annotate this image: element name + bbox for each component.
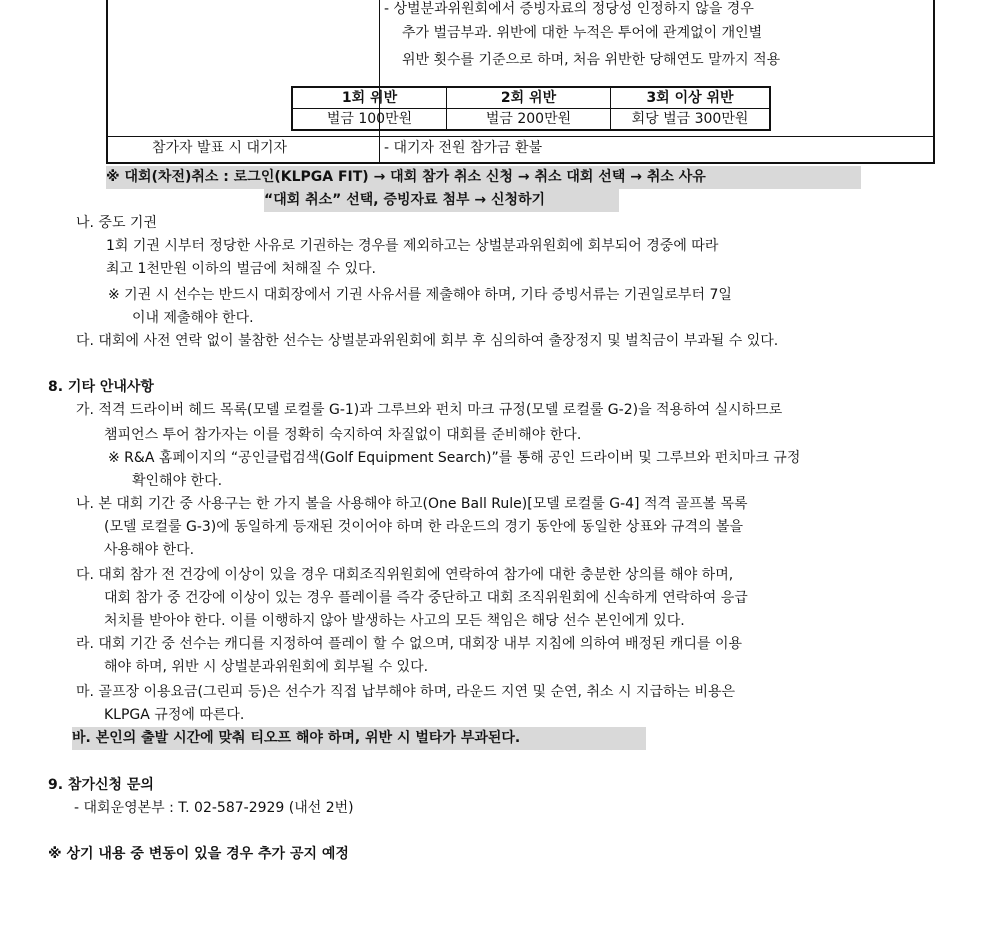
cancel-note-line2: “대회 취소” 선택, 증빙자료 첨부 → 신청하기 [264, 189, 619, 212]
section8-item: 처치를 받아야 한다. 이를 이행하지 않아 발생하는 사고의 모든 책임은 해당 선수 본인에게 있다. [104, 613, 685, 629]
fine-table-value-row [292, 109, 770, 131]
section9-contact: - 대회운영본부 : T. 02-587-2929 (내선 2번) [74, 800, 354, 816]
section8-item: 해야 하며, 위반 시 상벌분과위원회에 회부될 수 있다. [104, 659, 429, 675]
fine-header: 2회 위반 [447, 87, 611, 109]
table-cell-text: 추가 벌금부과. 위반에 대한 누적은 투어에 관계없이 개인별 [402, 25, 763, 41]
section8-item: 라. 대회 기간 중 선수는 캐디를 지정하여 플레이 할 수 없으며, 대회장 내부 지침에 의하여 배정된 캐디를 이용 [76, 636, 743, 652]
section8-item: 가. 적격 드라이버 헤드 목록(모델 로컬룰 G-1)과 그루브와 펀치 마크 규정(모델 로컬룰 G-2)을 적용하여 실시하므로 [76, 402, 783, 418]
section-na-body: 1회 기권 시부터 정당한 사유로 기권하는 경우를 제외하고는 상벌분과위원회에 회부되어 경중에 따라 [106, 238, 719, 254]
section8-item: 마. 골프장 이용요금(그린피 등)은 선수가 직접 납부해야 하며, 라운드 지연 및 순연, 취소 시 지급하는 비용은 [76, 684, 736, 700]
section9-title: 9. 참가신청 문의 [48, 777, 154, 793]
rules-table [106, 0, 935, 164]
fine-header: 3회 이상 위반 [611, 87, 771, 109]
table-cell-text: 위반 횟수를 기준으로 하며, 처음 위반한 당해연도 말까지 적용 [402, 52, 781, 68]
section-na-note: ※ 기권 시 선수는 반드시 대회장에서 기권 사유서를 제출해야 하며, 기타 증빙서류는 기권일로부터 7일 [108, 287, 732, 303]
table-cell-text: - 대기자 전원 참가금 환불 [384, 140, 543, 156]
section8-note: ※ R&A 홈페이지의 “공인클럽검색(Golf Equipment Search)”를 통해 공인 드라이버 및 그루브와 펀치마크 규정 [108, 450, 801, 466]
section-na-note: 이내 제출해야 한다. [132, 310, 254, 326]
fine-header: 1회 위반 [292, 87, 447, 109]
section8-highlight: 바. 본인의 출발 시간에 맞춰 티오프 해야 하며, 위반 시 벌타가 부과된다. [72, 727, 646, 750]
section8-item: 사용해야 한다. [104, 542, 195, 558]
section8-item: 다. 대회 참가 전 건강에 이상이 있을 경우 대회조직위원회에 연락하여 참가에 대한 충분한 상의를 해야 하며, [76, 567, 734, 583]
cancel-note-line1: ※ 대회(차전)취소 : 로그인(KLPGA FIT) → 대회 참가 취소 신청 → 취소 대회 선택 → 취소 사유 [106, 166, 861, 189]
fine-value: 벌금 200만원 [447, 109, 611, 131]
section8-item: 나. 본 대회 기간 중 사용구는 한 가지 볼을 사용해야 하고(One Ball Rule)[모델 로컬룰 G-4] 적격 골프볼 목록 [76, 496, 748, 512]
footer-note: ※ 상기 내용 중 변동이 있을 경우 추가 공지 예정 [48, 846, 349, 862]
section8-item: 챔피언스 투어 참가자는 이를 정확히 숙지하여 차질없이 대회를 준비해야 한다. [104, 427, 582, 443]
section8-note: 확인해야 한다. [132, 473, 223, 489]
fine-value: 벌금 100만원 [292, 109, 447, 131]
section-na-body: 최고 1천만원 이하의 벌금에 처해질 수 있다. [106, 261, 376, 277]
section8-title: 8. 기타 안내사항 [48, 379, 154, 395]
table-column-divider [379, 0, 380, 162]
table-cell-text: - 상벌분과위원회에서 증빙자료의 정당성 인정하지 않을 경우 [384, 1, 754, 17]
section8-item: 대회 참가 중 건강에 이상이 있는 경우 플레이를 즉각 중단하고 대회 조직위원회에 신속하게 연락하여 응급 [104, 590, 748, 606]
section8-item: (모델 로컬룰 G-3)에 동일하게 등재된 것이어야 하며 한 라운드의 경기 동안에 동일한 상표와 규격의 볼을 [104, 519, 743, 535]
section-da-text: 다. 대회에 사전 연락 없이 불참한 선수는 상벌분과위원회에 회부 후 심의하여 출장정지 및 벌칙금이 부과될 수 있다. [76, 333, 779, 349]
section8-item: KLPGA 규정에 따른다. [104, 707, 245, 723]
fine-table-header-row [292, 87, 770, 109]
table-cell-text: 참가자 발표 시 대기자 [152, 140, 288, 156]
fine-table [291, 86, 771, 131]
fine-value: 회당 벌금 300만원 [611, 109, 771, 131]
section-na-title: 나. 중도 기권 [76, 215, 157, 231]
